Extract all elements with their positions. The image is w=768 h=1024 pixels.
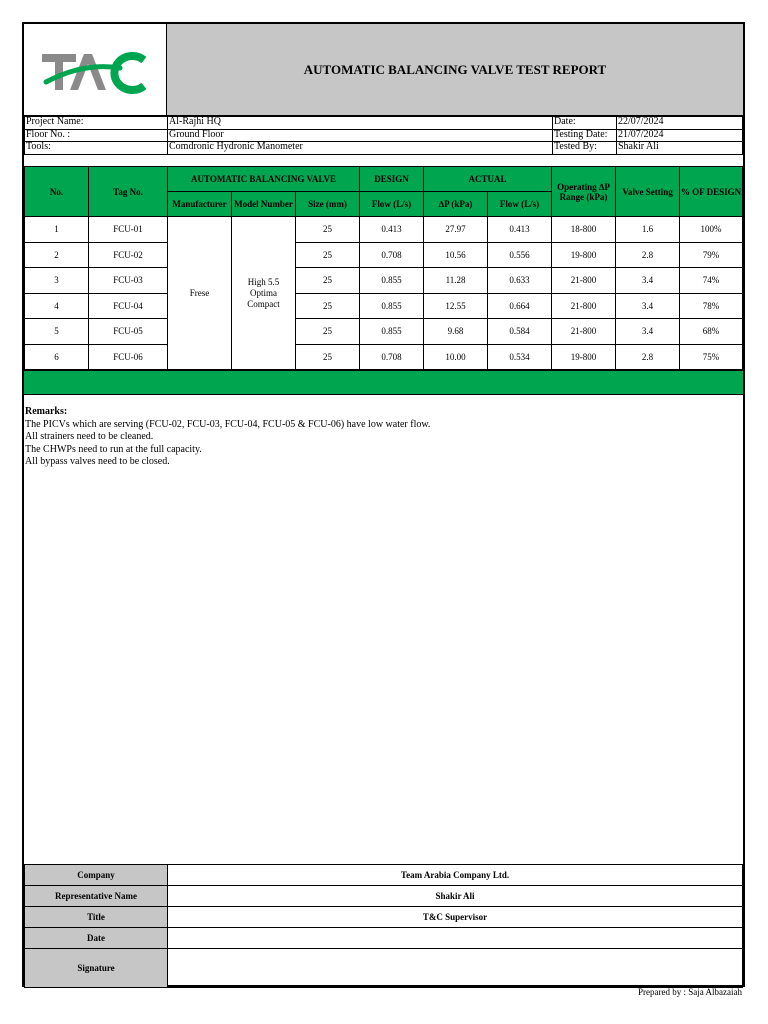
cell-range: 21-800 [552,293,616,319]
cell-tag: FCU-05 [89,319,168,345]
cell-size: 25 [296,344,360,370]
table-row [25,268,743,294]
cell-setting: 2.8 [616,242,680,268]
cell-design-flow: 0.708 [360,344,424,370]
header-valve-setting: Valve Setting [616,167,680,217]
date-value: 22/07/2024 [617,117,743,130]
cell-tag: FCU-02 [89,242,168,268]
remark-line: All bypass valves need to be closed. [25,456,170,467]
company-row [25,865,743,886]
cell-range: 18-800 [552,217,616,243]
cell-design-flow: 0.855 [360,293,424,319]
company-value: Team Arabia Company Ltd. [168,865,743,886]
cell-pct: 68% [680,319,743,345]
header-manufacturer: Manufacturer [168,192,232,217]
header-actual-dp: ∆P (kPa) [424,192,488,217]
representative-value: Shakir Ali [168,886,743,907]
cell-no: 1 [25,217,89,243]
cell-pct: 74% [680,268,743,294]
floor-label: Floor No. : [25,129,168,142]
floor-row [25,129,743,142]
remarks-title: Remarks: [25,406,68,417]
cell-tag: FCU-06 [89,344,168,370]
cell-tag: FCU-03 [89,268,168,294]
cell-dp: 10.00 [424,344,488,370]
header-size: Size (mm) [296,192,360,217]
cell-setting: 3.4 [616,319,680,345]
title-value: T&C Supervisor [168,907,743,928]
project-info-table [24,116,743,155]
cell-setting: 1.6 [616,217,680,243]
cell-dp: 11.28 [424,268,488,294]
remark-line: All strainers need to be cleaned. [25,431,154,442]
signature-row [25,949,743,988]
remarks-section [25,406,430,469]
project-name-label: Project Name: [25,117,168,130]
header-tag: Tag No. [89,167,168,217]
header-design: DESIGN [360,167,424,192]
cell-actual-flow: 0.584 [488,319,552,345]
cell-design-flow: 0.413 [360,217,424,243]
header-design-flow: Flow (L/s) [360,192,424,217]
cell-pct: 75% [680,344,743,370]
header-abv: AUTOMATIC BALANCING VALVE [168,167,360,192]
valve-test-table [24,166,743,370]
cell-actual-flow: 0.633 [488,268,552,294]
cell-design-flow: 0.708 [360,242,424,268]
cell-range: 21-800 [552,268,616,294]
representative-label: Representative Name [25,886,168,907]
table-row [25,293,743,319]
cell-setting: 2.8 [616,344,680,370]
cell-pct: 78% [680,293,743,319]
tools-label: Tools: [25,142,168,155]
cell-dp: 10.56 [424,242,488,268]
company-label: Company [25,865,168,886]
header-model: Model Number [232,192,296,217]
cell-dp: 9.68 [424,319,488,345]
cell-setting: 3.4 [616,293,680,319]
cell-no: 3 [25,268,89,294]
cell-dp: 12.55 [424,293,488,319]
cell-manufacturer: Frese [168,217,232,370]
testing-date-value: 21/07/2024 [617,129,743,142]
cell-size: 25 [296,293,360,319]
report-page [22,22,745,987]
header-actual: ACTUAL [424,167,552,192]
cell-no: 2 [25,242,89,268]
table-footer-bar [24,370,743,395]
cell-design-flow: 0.855 [360,319,424,345]
signoff-table [24,864,743,988]
prepared-by: Prepared by : Saja Albazaiah [638,987,742,997]
table-row [25,242,743,268]
remark-line: The PICVs which are serving (FCU-02, FCU-03, FCU-04, FCU-05 & FCU-06) have low water flow. [25,418,431,430]
signature-value [168,949,743,988]
company-logo [24,24,167,116]
cell-actual-flow: 0.664 [488,293,552,319]
header-pct-design: % OF DESIGN [680,167,743,217]
tools-value: Comdronic Hydronic Manometer [168,142,553,155]
cell-size: 25 [296,268,360,294]
cell-no: 4 [25,293,89,319]
tools-row [25,142,743,155]
cell-actual-flow: 0.556 [488,242,552,268]
cell-actual-flow: 0.413 [488,217,552,243]
header-op-range: Operating ∆P Range (kPa) [552,167,616,217]
title-row [25,907,743,928]
cell-size: 25 [296,242,360,268]
tested-by-value: Shakir Ali [617,142,743,155]
header-no: No. [25,167,89,217]
floor-value: Ground Floor [168,129,553,142]
model-text: High 5.5 Optima Compact [247,276,280,309]
tac-logo-icon [24,24,167,116]
cell-model [232,217,296,370]
table-row [25,217,743,243]
cell-size: 25 [296,217,360,243]
testing-date-label: Testing Date: [553,129,617,142]
cell-tag: FCU-01 [89,217,168,243]
cell-pct: 79% [680,242,743,268]
cell-actual-flow: 0.534 [488,344,552,370]
date-label: Date: [553,117,617,130]
cell-dp: 27.97 [424,217,488,243]
cell-setting: 3.4 [616,268,680,294]
cell-pct: 100% [680,217,743,243]
remark-line: The CHWPs need to run at the full capacity. [25,443,202,455]
representative-row [25,886,743,907]
project-row [25,117,743,130]
table-row [25,319,743,345]
signoff-date-value [168,928,743,949]
report-title: AUTOMATIC BALANCING VALVE TEST REPORT [167,24,743,116]
cell-size: 25 [296,319,360,345]
table-header-row-1 [25,167,743,192]
cell-no: 5 [25,319,89,345]
tested-by-label: Tested By: [553,142,617,155]
cell-no: 6 [25,344,89,370]
date-row [25,928,743,949]
cell-design-flow: 0.855 [360,268,424,294]
header-actual-flow: Flow (L/s) [488,192,552,217]
signoff-date-label: Date [25,928,168,949]
signature-label: Signature [25,949,168,988]
table-row [25,344,743,370]
cell-range: 19-800 [552,344,616,370]
title-label: Title [25,907,168,928]
cell-tag: FCU-04 [89,293,168,319]
project-name-value: Al-Rajhi HQ [168,117,553,130]
cell-range: 21-800 [552,319,616,345]
cell-range: 19-800 [552,242,616,268]
